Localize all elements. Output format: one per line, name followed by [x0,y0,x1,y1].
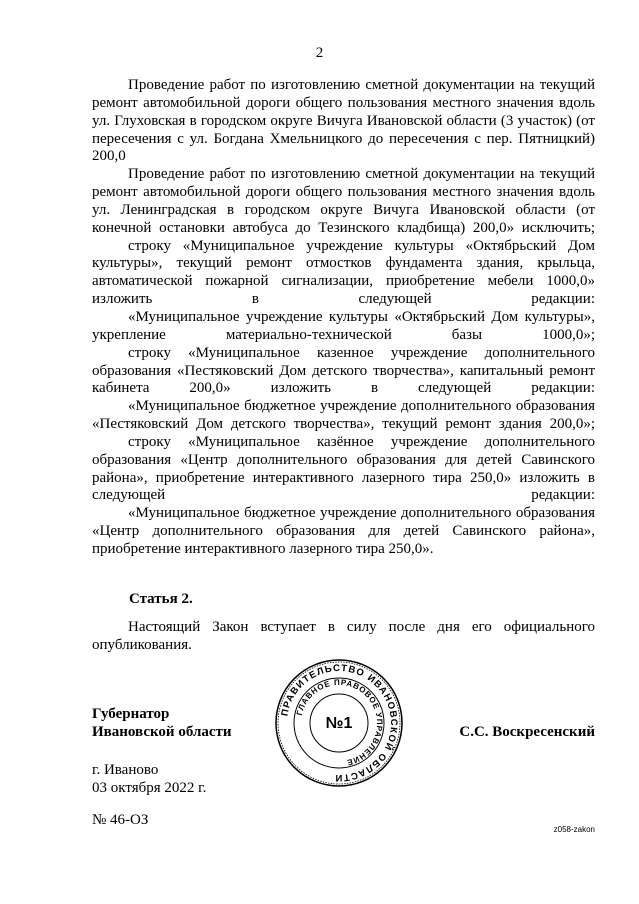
document-body [92,77,595,559]
seal-outer-text: ПРАВИТЕЛЬСТВО ИВАНОВСКОЙ ОБЛАСТИ [279,662,400,784]
paragraph: «Муниципальное бюджетное учреждение дополнительного образования «Центр дополнительного образования для детей Савинского района», приобретение интерактивного лазерного тира 250,0». [92,505,595,557]
page-number: 2 [315,45,324,61]
signatory-title [92,706,232,741]
official-seal [274,658,404,788]
place: г. Иваново [92,762,159,778]
date: 03 октября 2022 г. [92,779,207,796]
document-code: z058-zakon [553,825,595,834]
paragraph: Проведение работ по изготовлению сметной документации на текущий ремонт автомобильной дороги общего пользования местного значения вдоль ул. Ленинградская в городском округе Вичуга Ивановской области (от конечной остановки автобуса до Тезинского кладбища) 200,0» исключить; [92,166,595,236]
article-heading: Статья 2. [129,591,193,607]
law-number: № 46-ОЗ [92,812,149,828]
paragraph: строку «Муниципальное казённое учреждение дополнительного образования «Центр дополнительного образования для детей Савинского района», приобретение интерактивного лазерного тира 250,0» изложить в следующей редакции: [92,433,595,504]
signatory-title-line1: Губернатор [92,706,170,722]
article-text-block [92,619,595,655]
article-text: Настоящий Закон вступает в силу после дня его официального опубликования. [92,619,595,653]
paragraph: «Муниципальное учреждение культуры «Октябрьский Дом культуры», укрепление материально-технической базы 1000,0»; [92,308,595,343]
seal-number: №1 [325,715,353,732]
place-date-block [92,762,206,797]
paragraph: «Муниципальное бюджетное учреждение дополнительного образования «Пестяковский Дом детского творчества», текущий ремонт здания 200,0»; [92,398,595,433]
paragraph: Проведение работ по изготовлению сметной документации на текущий ремонт автомобильной дороги общего пользования местного значения вдоль ул. Глуховская в городском округе Вичуга Ивановской области (3 участок) (от пересечения с ул. Богдана Хмельницкого до пересечения с пер. Пятницкий) 200,0 [92,77,595,165]
signatory-name: С.С. Воскресенский [459,724,595,740]
seal-inner-text: ГЛАВНОЕ ПРАВОВОЕ УПРАВЛЕНИЕ [294,677,385,768]
paragraph: строку «Муниципальное казенное учреждение дополнительного образования «Пестяковский Дом детского творчества», капитальный ремонт кабинета 200,0» изложить в следующей редакции: [92,344,595,397]
signatory-title-line2: Ивановской области [92,723,232,740]
paragraph: строку «Муниципальное учреждение культуры «Октябрьский Дом культуры», текущий ремонт отмостков фундамента здания, крыльца, автоматической пожарной сигнализации, приобретение мебели 1000,0» изложить в следующей редакции: [92,237,595,308]
